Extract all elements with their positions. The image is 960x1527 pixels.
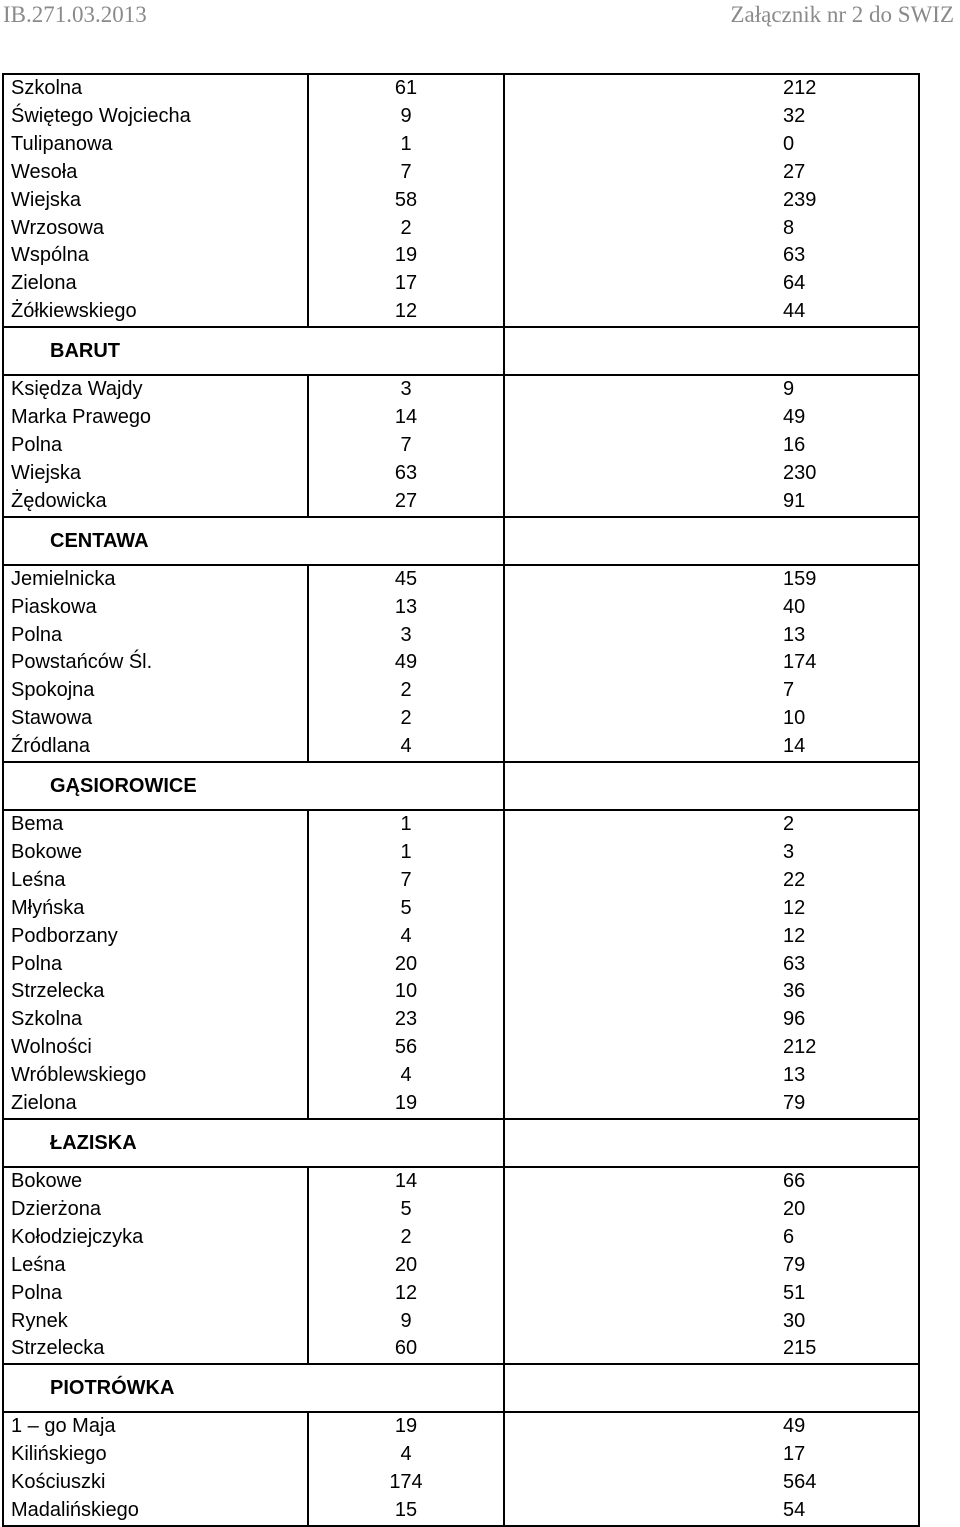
street-name: Stawowa <box>3 705 308 733</box>
street-name: Leśna <box>3 1252 308 1280</box>
resident-count: 16 <box>504 432 919 460</box>
building-count: 58 <box>308 187 504 215</box>
section-empty-cell <box>504 327 919 375</box>
resident-count: 12 <box>504 895 919 923</box>
street-name: Strzelecka <box>3 1335 308 1364</box>
building-count: 2 <box>308 1224 504 1252</box>
building-count: 27 <box>308 488 504 517</box>
table-row <box>3 1006 919 1034</box>
building-count: 15 <box>308 1497 504 1526</box>
resident-count: 9 <box>504 375 919 404</box>
table-row <box>3 565 919 594</box>
street-name: Zielona <box>3 270 308 298</box>
section-empty-cell <box>504 762 919 810</box>
street-name: Wesoła <box>3 159 308 187</box>
resident-count: 49 <box>504 404 919 432</box>
resident-count: 63 <box>504 242 919 270</box>
resident-count: 564 <box>504 1469 919 1497</box>
street-name: Wiejska <box>3 187 308 215</box>
section-header-row <box>3 517 919 565</box>
building-count: 17 <box>308 270 504 298</box>
building-count: 20 <box>308 951 504 979</box>
building-count: 20 <box>308 1252 504 1280</box>
building-count: 14 <box>308 1167 504 1196</box>
resident-count: 3 <box>504 839 919 867</box>
resident-count: 212 <box>504 74 919 103</box>
resident-count: 13 <box>504 622 919 650</box>
table-row <box>3 1308 919 1336</box>
resident-count: 27 <box>504 159 919 187</box>
resident-count: 40 <box>504 594 919 622</box>
table-row <box>3 215 919 243</box>
street-name: Leśna <box>3 867 308 895</box>
table-row <box>3 432 919 460</box>
table-row <box>3 1034 919 1062</box>
resident-count: 64 <box>504 270 919 298</box>
section-header-row <box>3 762 919 810</box>
street-name: Rynek <box>3 1308 308 1336</box>
street-name: Spokojna <box>3 677 308 705</box>
section-name: CENTAWA <box>3 517 504 565</box>
table-row <box>3 594 919 622</box>
table-row <box>3 242 919 270</box>
resident-count: 230 <box>504 460 919 488</box>
building-count: 2 <box>308 705 504 733</box>
table-row <box>3 867 919 895</box>
street-name: Polna <box>3 951 308 979</box>
resident-count: 17 <box>504 1441 919 1469</box>
street-name: Jemielnicka <box>3 565 308 594</box>
attachment-label: Załącznik nr 2 do SWIZ <box>730 2 954 27</box>
table-row <box>3 74 919 103</box>
building-count: 3 <box>308 375 504 404</box>
street-name: Bokowe <box>3 1167 308 1196</box>
building-count: 1 <box>308 810 504 839</box>
table-row <box>3 895 919 923</box>
resident-count: 8 <box>504 215 919 243</box>
street-name: Polna <box>3 622 308 650</box>
street-name: Bokowe <box>3 839 308 867</box>
street-name: Źródlana <box>3 733 308 762</box>
table-row <box>3 923 919 951</box>
section-name: BARUT <box>3 327 504 375</box>
street-name: Polna <box>3 1280 308 1308</box>
table-row <box>3 159 919 187</box>
street-name: Wiejska <box>3 460 308 488</box>
resident-count: 79 <box>504 1090 919 1119</box>
building-count: 5 <box>308 1196 504 1224</box>
table-row <box>3 1090 919 1119</box>
building-count: 4 <box>308 923 504 951</box>
table-row <box>3 705 919 733</box>
building-count: 12 <box>308 1280 504 1308</box>
street-name: Świętego Wojciecha <box>3 103 308 131</box>
section-header-row <box>3 1364 919 1412</box>
building-count: 4 <box>308 733 504 762</box>
building-count: 3 <box>308 622 504 650</box>
street-table <box>2 73 920 1527</box>
building-count: 56 <box>308 1034 504 1062</box>
resident-count: 12 <box>504 923 919 951</box>
table-row <box>3 1441 919 1469</box>
table-row <box>3 649 919 677</box>
resident-count: 66 <box>504 1167 919 1196</box>
table-row <box>3 677 919 705</box>
section-header-row <box>3 1119 919 1167</box>
table-row <box>3 488 919 517</box>
street-name: Wróblewskiego <box>3 1062 308 1090</box>
street-name: Żółkiewskiego <box>3 298 308 327</box>
building-count: 49 <box>308 649 504 677</box>
street-name: Wolności <box>3 1034 308 1062</box>
street-name: Wrzosowa <box>3 215 308 243</box>
building-count: 4 <box>308 1441 504 1469</box>
resident-count: 96 <box>504 1006 919 1034</box>
resident-count: 32 <box>504 103 919 131</box>
resident-count: 63 <box>504 951 919 979</box>
resident-count: 51 <box>504 1280 919 1308</box>
street-name: Strzelecka <box>3 978 308 1006</box>
street-name: Dzierżona <box>3 1196 308 1224</box>
table-row <box>3 951 919 979</box>
table-row <box>3 1062 919 1090</box>
street-name: Szkolna <box>3 74 308 103</box>
building-count: 45 <box>308 565 504 594</box>
resident-count: 2 <box>504 810 919 839</box>
street-name: Powstańców Śl. <box>3 649 308 677</box>
resident-count: 14 <box>504 733 919 762</box>
building-count: 9 <box>308 103 504 131</box>
table-row <box>3 1224 919 1252</box>
resident-count: 10 <box>504 705 919 733</box>
street-name: Kościuszki <box>3 1469 308 1497</box>
street-name: Żędowicka <box>3 488 308 517</box>
building-count: 12 <box>308 298 504 327</box>
resident-count: 174 <box>504 649 919 677</box>
building-count: 4 <box>308 1062 504 1090</box>
section-name: PIOTRÓWKA <box>3 1364 504 1412</box>
street-name: Wspólna <box>3 242 308 270</box>
resident-count: 49 <box>504 1412 919 1441</box>
building-count: 61 <box>308 74 504 103</box>
table-row <box>3 810 919 839</box>
street-name: Kołodziejczyka <box>3 1224 308 1252</box>
section-empty-cell <box>504 1364 919 1412</box>
table-row <box>3 1497 919 1526</box>
resident-count: 20 <box>504 1196 919 1224</box>
table-row <box>3 839 919 867</box>
street-name: Polna <box>3 432 308 460</box>
table-row <box>3 978 919 1006</box>
building-count: 7 <box>308 867 504 895</box>
building-count: 174 <box>308 1469 504 1497</box>
building-count: 5 <box>308 895 504 923</box>
street-name: Zielona <box>3 1090 308 1119</box>
table-row <box>3 131 919 159</box>
building-count: 60 <box>308 1335 504 1364</box>
street-name: Księdza Wajdy <box>3 375 308 404</box>
document-reference: IB.271.03.2013 <box>3 2 147 27</box>
resident-count: 212 <box>504 1034 919 1062</box>
table-row <box>3 1167 919 1196</box>
resident-count: 36 <box>504 978 919 1006</box>
table-row <box>3 270 919 298</box>
resident-count: 54 <box>504 1497 919 1526</box>
street-name: Młyńska <box>3 895 308 923</box>
table-row <box>3 1196 919 1224</box>
section-header-row <box>3 327 919 375</box>
building-count: 19 <box>308 1090 504 1119</box>
table-row <box>3 1280 919 1308</box>
table-row <box>3 733 919 762</box>
building-count: 19 <box>308 242 504 270</box>
building-count: 63 <box>308 460 504 488</box>
street-name: Szkolna <box>3 1006 308 1034</box>
section-name: GĄSIOROWICE <box>3 762 504 810</box>
building-count: 2 <box>308 215 504 243</box>
building-count: 23 <box>308 1006 504 1034</box>
table-row <box>3 298 919 327</box>
resident-count: 44 <box>504 298 919 327</box>
resident-count: 30 <box>504 1308 919 1336</box>
resident-count: 13 <box>504 1062 919 1090</box>
street-name: Podborzany <box>3 923 308 951</box>
building-count: 7 <box>308 432 504 460</box>
resident-count: 22 <box>504 867 919 895</box>
street-name: Madalińskiego <box>3 1497 308 1526</box>
table-row <box>3 460 919 488</box>
street-name: Bema <box>3 810 308 839</box>
building-count: 7 <box>308 159 504 187</box>
table-row <box>3 404 919 432</box>
street-name: 1 – go Maja <box>3 1412 308 1441</box>
building-count: 9 <box>308 1308 504 1336</box>
table-row <box>3 375 919 404</box>
building-count: 14 <box>308 404 504 432</box>
building-count: 2 <box>308 677 504 705</box>
resident-count: 7 <box>504 677 919 705</box>
table-row <box>3 1252 919 1280</box>
resident-count: 91 <box>504 488 919 517</box>
resident-count: 79 <box>504 1252 919 1280</box>
page-header <box>0 0 960 36</box>
building-count: 13 <box>308 594 504 622</box>
building-count: 1 <box>308 839 504 867</box>
resident-count: 6 <box>504 1224 919 1252</box>
section-name: ŁAZISKA <box>3 1119 504 1167</box>
section-empty-cell <box>504 1119 919 1167</box>
street-name: Tulipanowa <box>3 131 308 159</box>
table-row <box>3 103 919 131</box>
resident-count: 0 <box>504 131 919 159</box>
table-row <box>3 1335 919 1364</box>
table-row <box>3 1412 919 1441</box>
street-name: Marka Prawego <box>3 404 308 432</box>
street-name: Kilińskiego <box>3 1441 308 1469</box>
street-name: Piaskowa <box>3 594 308 622</box>
table-row <box>3 187 919 215</box>
resident-count: 159 <box>504 565 919 594</box>
building-count: 19 <box>308 1412 504 1441</box>
table-row <box>3 622 919 650</box>
section-empty-cell <box>504 517 919 565</box>
building-count: 1 <box>308 131 504 159</box>
table-row <box>3 1469 919 1497</box>
resident-count: 215 <box>504 1335 919 1364</box>
resident-count: 239 <box>504 187 919 215</box>
building-count: 10 <box>308 978 504 1006</box>
